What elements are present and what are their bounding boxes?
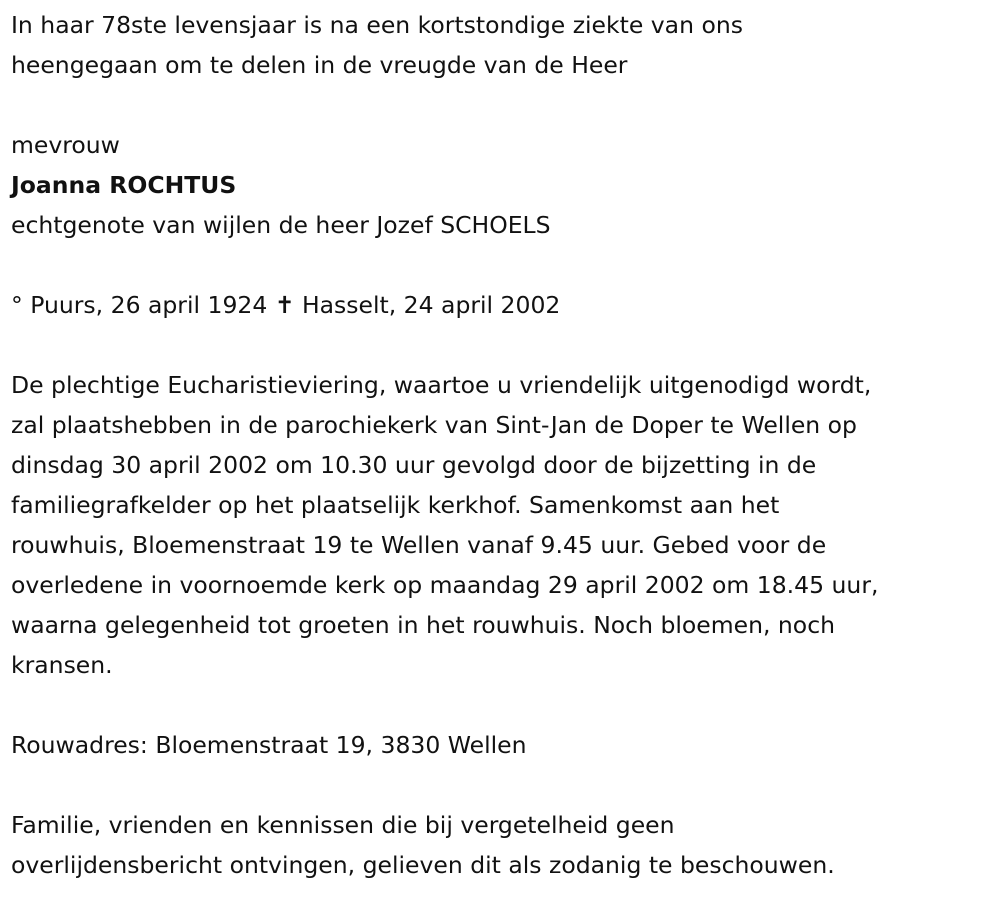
intro-line-1: In haar 78ste levensjaar is na een kortstondige ziekte van ons	[11, 11, 743, 39]
spacer	[11, 85, 996, 125]
dates-line	[11, 285, 996, 325]
ceremony-line: familiegrafkelder op het plaatselijk kerkhof. Samenkomst aan het	[11, 491, 780, 519]
person-name: Joanna ROCHTUS	[11, 171, 237, 199]
spouse-line: echtgenote van wijlen de heer Jozef SCHOELS	[11, 211, 551, 239]
mourning-address: Rouwadres: Bloemenstraat 19, 3830 Wellen	[11, 731, 527, 759]
cross-icon: ✝	[274, 291, 295, 319]
death-info: Hasselt, 24 april 2002	[301, 291, 561, 319]
obituary-document	[11, 5, 996, 885]
closing-line-2: overlijdensbericht ontvingen, gelieven dit als zodanig te beschouwen.	[11, 851, 835, 879]
ceremony-line: kransen.	[11, 651, 113, 679]
spacer	[11, 325, 996, 365]
ceremony-line: dinsdag 30 april 2002 om 10.30 uur gevolgd door de bijzetting in de	[11, 451, 817, 479]
spacer	[11, 685, 996, 725]
birth-info: ° Puurs, 26 april 1924	[11, 291, 268, 319]
closing-line-1: Familie, vrienden en kennissen die bij vergetelheid geen	[11, 811, 675, 839]
spacer	[11, 245, 996, 285]
ceremony-line: overledene in voornoemde kerk op maandag 29 april 2002 om 18.45 uur,	[11, 571, 879, 599]
person-title: mevrouw	[11, 131, 120, 159]
ceremony-line: rouwhuis, Bloemenstraat 19 te Wellen vanaf 9.45 uur. Gebed voor de	[11, 531, 827, 559]
ceremony-line: De plechtige Eucharistieviering, waartoe u vriendelijk uitgenodigd wordt,	[11, 371, 872, 399]
intro-line-2: heengegaan om te delen in de vreugde van de Heer	[11, 51, 628, 79]
spacer	[11, 765, 996, 805]
ceremony-line: zal plaatshebben in de parochiekerk van Sint-Jan de Doper te Wellen op	[11, 411, 857, 439]
ceremony-paragraph	[11, 365, 996, 685]
ceremony-line: waarna gelegenheid tot groeten in het rouwhuis. Noch bloemen, noch	[11, 611, 836, 639]
